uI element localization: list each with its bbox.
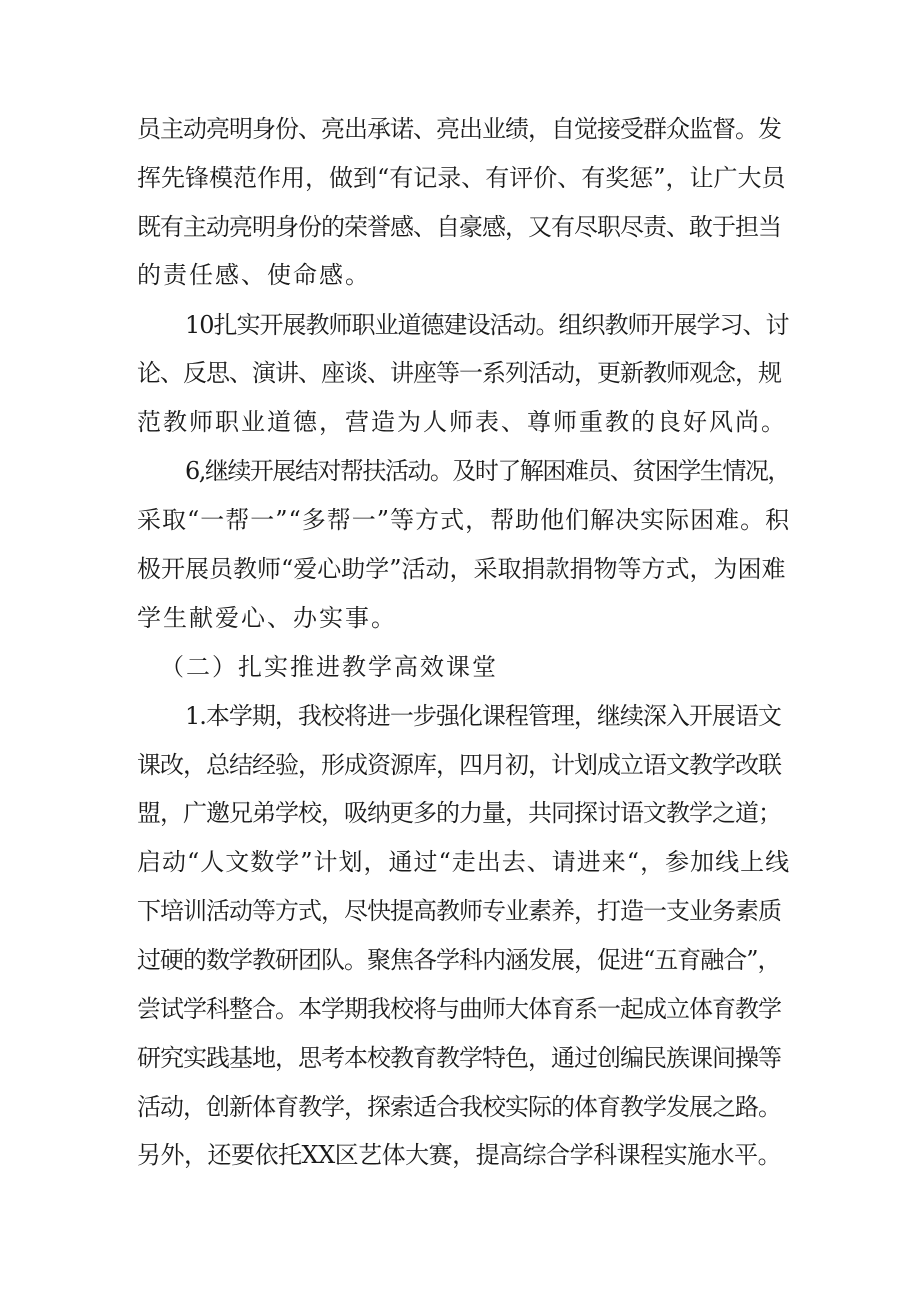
text-line: 另外，还要依托XX区艺体大赛，提高综合学科课程实施水平。 [137,1141,782,1169]
text-line: 下培训活动等方式，尽快提高教师专业素养，打造一支业务素质 [137,897,781,925]
text-line: 采取“一帮一”“多帮一”等方式，帮助他们解决实际困难。积 [137,506,791,534]
text-line: 过硬的数学教研团队。聚焦各学科内涵发展，促进“五育融合”， [137,946,781,974]
text-line: 极开展员教师“爱心助学”活动，采取捐款捐物等方式，为困难 [137,555,786,583]
paragraph-heading-line: 1.本学期，我校将进一步强化课程管理，继续深入开展语文 [185,702,781,730]
text-line: 范教师职业道德，营造为人师表、尊师重教的良好风尚。 [137,408,787,436]
text-line: 论、反思、演讲、座谈、讲座等一系列活动，更新教师观念，规 [137,359,781,387]
paragraph-heading-line: 10扎实开展教师职业道德建设活动。组织教师开展学习、讨 [185,311,789,339]
text-line: 研究实践基地，思考本校教育教学特色，通过创编民族课间操等 [137,1044,781,1072]
text-line: 学生献爱心、办实事。 [137,604,397,632]
text-line: 尝试学科整合。本学期我校将与曲师大体育系一起成立体育教学 [137,995,781,1023]
text-line: 活动，创新体育教学，探索适合我校实际的体育教学发展之路。 [137,1093,781,1121]
paragraph-heading-line: 6,继续开展结对帮扶活动。及时了解困难员、贫困学生情况， [185,457,790,485]
text-line: 课改，总结经验，形成资源库，四月初，计划成立语文教学改联 [137,751,781,779]
text-line: 的责任感、使命感。 [137,261,371,289]
text-line: 盟，广邀兄弟学校，吸纳更多的力量，共同探讨语文教学之道； [137,799,781,827]
text-line: 既有主动亮明身份的荣誉感、自豪感，又有尽职尽责、敢于担当 [137,213,781,241]
section-heading: （二）扎实推进教学高效课堂 [160,653,498,681]
text-line: 员主动亮明身份、亮出承诺、亮出业绩，自觉接受群众监督。发 [137,115,781,143]
text-line: 启动“人文数学”计划，通过“走出去、请进来“，参加线上线 [137,848,791,876]
text-line: 挥先锋模范作用，做到“有记录、有评价、有奖惩”，让广大员 [137,164,786,192]
